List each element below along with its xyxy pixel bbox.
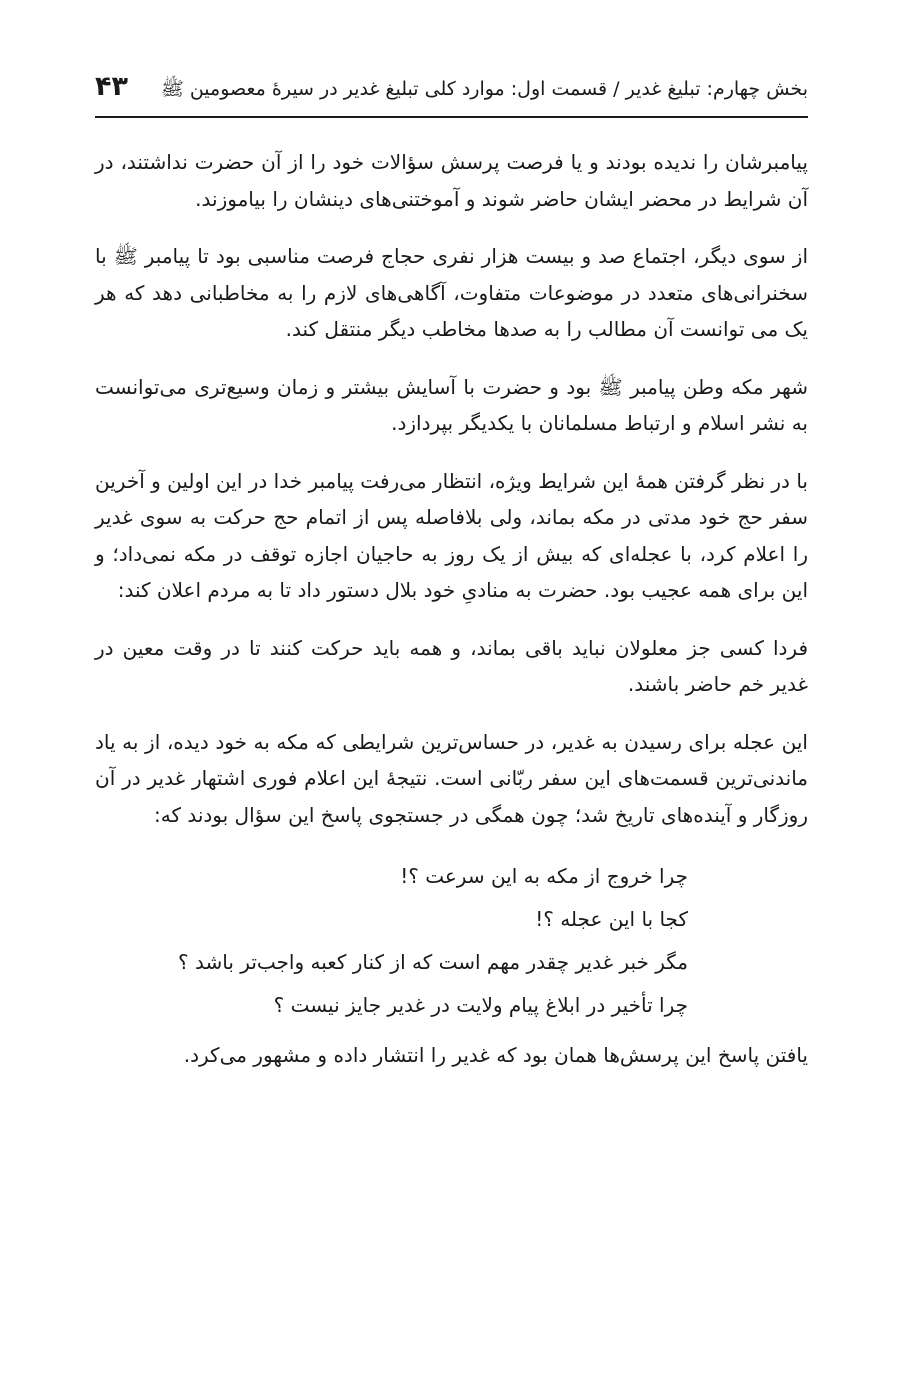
- quoted-announcement: فردا کسی جز معلولان نباید باقی بماند، و همه باید حرکت کنند تا در وقت معین در غدیر خم حاضر باشند.: [95, 635, 808, 696]
- question-item: چرا تأخیر در ابلاغ پیام ولایت در غدیر جایز نیست ؟: [273, 993, 688, 1017]
- running-header-title: بخش چهارم: تبلیغ غدیر / قسمت اول: موارد کلی تبلیغ غدیر در سیرۀ معصومین ﷺ: [160, 78, 808, 100]
- paragraph: از سوی دیگر، اجتماع صد و بیست هزار نفری حجاج فرصت مناسبی بود تا پیامبر ﷺ با سخنرانی‌های متعدد در موضوعات متفاوت، آگاهی‌های لازم را به مخاطبانی دهد که هر یک می توانست آن مطالب را به صدها مخاطب دیگر منتقل کند.: [95, 244, 808, 341]
- paragraph: پیامبرشان را ندیده بودند و یا فرصت پرسش سؤالات خود را از آن حضرت نداشتند، در آن شرایط در محضر ایشان حاضر شوند و آموختنی‌های دینشان را بیاموزند.: [95, 150, 808, 211]
- paragraph: شهر مکه وطن پیامبر ﷺ بود و حضرت با آسایش بیشتر و زمان وسیع‌تری می‌توانست به نشر اسلام و ارتباط مسلمانان با یکدیگر بپردازد.: [95, 374, 808, 435]
- page-number: ۴۳: [95, 71, 128, 102]
- question-item: مگر خبر غدیر چقدر مهم است که از کنار کعبه واجب‌تر باشد ؟: [178, 950, 688, 974]
- question-item: کجا با این عجله ؟!: [535, 907, 688, 931]
- question-item: چرا خروج از مکه به این سرعت ؟!: [400, 864, 688, 888]
- paragraph: این عجله برای رسیدن به غدیر، در حساس‌ترین شرایطی که مکه به خود دیده، از به یاد ماندنی‌ترین قسمت‌های این سفر ربّانی است. نتیجۀ این اعلام فوری اشتهار غدیر در آن روزگار و آینده‌های تاریخ شد؛ چون همگی در جستجوی پاسخ این سؤال بودند که:: [95, 729, 808, 827]
- paragraph: با در نظر گرفتن همۀ این شرایط ویژه، انتظار می‌رفت پیامبر خدا در این اولین و آخرین سفر حج خود مدتی در مکه بماند، ولی بلافاصله پس از اتمام حج حرکت به سوی غدیر را اعلام کرد، با عجله‌ای که بیش از یک روز به حاجیان اجازه توقف در مکه نمی‌داد؛ و این برای همه عجیب بود. حضرت به منادیِ خود بلال دستور داد تا به مردم اعلان کند:: [95, 468, 808, 602]
- page-header: [95, 72, 808, 118]
- question-list: [95, 855, 688, 1027]
- page-body: [95, 144, 808, 1074]
- closing-paragraph: یافتن پاسخ این پرسش‌ها همان بود که غدیر را انتشار داده و مشهور می‌کرد.: [183, 1043, 808, 1067]
